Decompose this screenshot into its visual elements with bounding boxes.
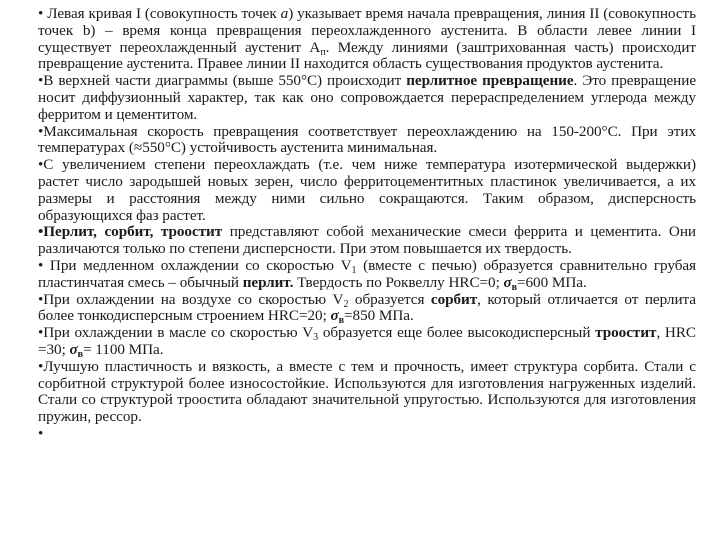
- sigma-symbol: σ: [503, 273, 512, 291]
- text-run: •При охлаждении на воздухе со скоростью V: [38, 290, 344, 308]
- sigma-symbol: σ: [330, 307, 339, 325]
- text-run: • Левая кривая I (совокупность точек: [38, 5, 281, 22]
- text-run: ) указывает время начала превращения, линия II (совокупность точек b) – время конца превращения переохлажденного аустенита. В области левее линии I существует переохлажденный аустенит А: [38, 5, 696, 56]
- paragraph-undercooling: [38, 157, 696, 224]
- paragraph-troostite: [38, 325, 696, 359]
- subscript: в: [338, 315, 345, 327]
- text-run: =600 МПа.: [517, 273, 587, 291]
- bold-term: перлит.: [242, 273, 294, 291]
- bold-term: троостит: [595, 324, 657, 342]
- bold-term: перлитное превращение: [406, 72, 574, 90]
- text-run: , HRC =30;: [38, 324, 696, 358]
- text-run: •В верхней части диаграммы (выше 550°С) происходит: [38, 72, 407, 90]
- paragraph-applications: [38, 359, 696, 426]
- paragraph-structures: [38, 224, 696, 258]
- text-run: Твердость по Роквеллу HRC=0;: [293, 273, 504, 291]
- text-run: образуется: [348, 290, 431, 308]
- bold-term: •Перлит, сорбит, троостит: [38, 223, 223, 241]
- text-run: . Между линиями (заштрихованная часть) происходит превращение аустенита. Правее линии II находится область существования продуктов аустенита.: [38, 38, 696, 73]
- bold-term: сорбит: [430, 290, 478, 308]
- paragraph-empty-bullet: [38, 426, 696, 443]
- bullet-point: •: [38, 424, 44, 442]
- paragraph-sorbite: [38, 292, 696, 326]
- text-run: , который отличается от перлита более тонкодисперсным строением HRC=20;: [38, 290, 696, 325]
- subscript: 2: [343, 298, 349, 310]
- text-run: (вместе с печью) образуется сравнительно грубая пластинчатая смесь – обычный: [38, 256, 696, 291]
- paragraph-max-rate: [38, 124, 696, 158]
- text-run: •Лучшую пластичность и вязкость, а вместе с тем и прочность, имеет структура сорбита. Стали с сорбитной структурой более износостойкие. Используются для изготовления нагруженных изделий. Стали со структурой троостита обладают значительной упругостью. Используются для изготовления пружин, рессор.: [38, 357, 696, 426]
- subscript: п: [320, 46, 326, 58]
- text-run: = 1100 МПа.: [83, 340, 164, 358]
- paragraph-pearlite-transformation: [38, 73, 696, 123]
- text-run: •Максимальная скорость превращения соответствует переохлаждению на 150-200°С. При этих температурах (≈550°С) устойчивость аустенита минимальная.: [38, 122, 696, 157]
- text-run: представляют собой механические смеси феррита и цементита. Они различаются только по степени дисперсности. При этом повышается их твердость.: [38, 223, 696, 258]
- text-run: . Это превращение носит диффузионный характер, так как оно сопровождается перераспределением углерода между ферритом и цементитом.: [38, 72, 697, 123]
- sigma-symbol: σ: [69, 340, 78, 358]
- text-body: [38, 6, 696, 443]
- paragraph-pearlite: [38, 258, 696, 292]
- subscript: 3: [313, 332, 319, 344]
- text-run: •С увеличением степени переохлаждать (т.е. чем ниже температура изотермической выдержки) растет число зародышей новых зерен, число ферритоцементитных пластинок увеличивается, а их размеры и расстояния между ними сильно сокращаются. Таким образом, дисперсность образующихся фаз растет.: [38, 156, 696, 224]
- subscript: в: [511, 281, 517, 293]
- subscript: 1: [351, 264, 357, 276]
- subscript: в: [77, 348, 84, 360]
- text-run: • При медленном охлаждении со скоростью V: [38, 256, 352, 274]
- point-a-label: а: [280, 5, 289, 22]
- paragraph-curves: [38, 6, 696, 73]
- text-run: =850 МПа.: [344, 307, 414, 325]
- text-run: образуется еще более высокодисперсный: [318, 324, 596, 342]
- text-run: •При охлаждении в масле со скоростью V: [38, 324, 314, 342]
